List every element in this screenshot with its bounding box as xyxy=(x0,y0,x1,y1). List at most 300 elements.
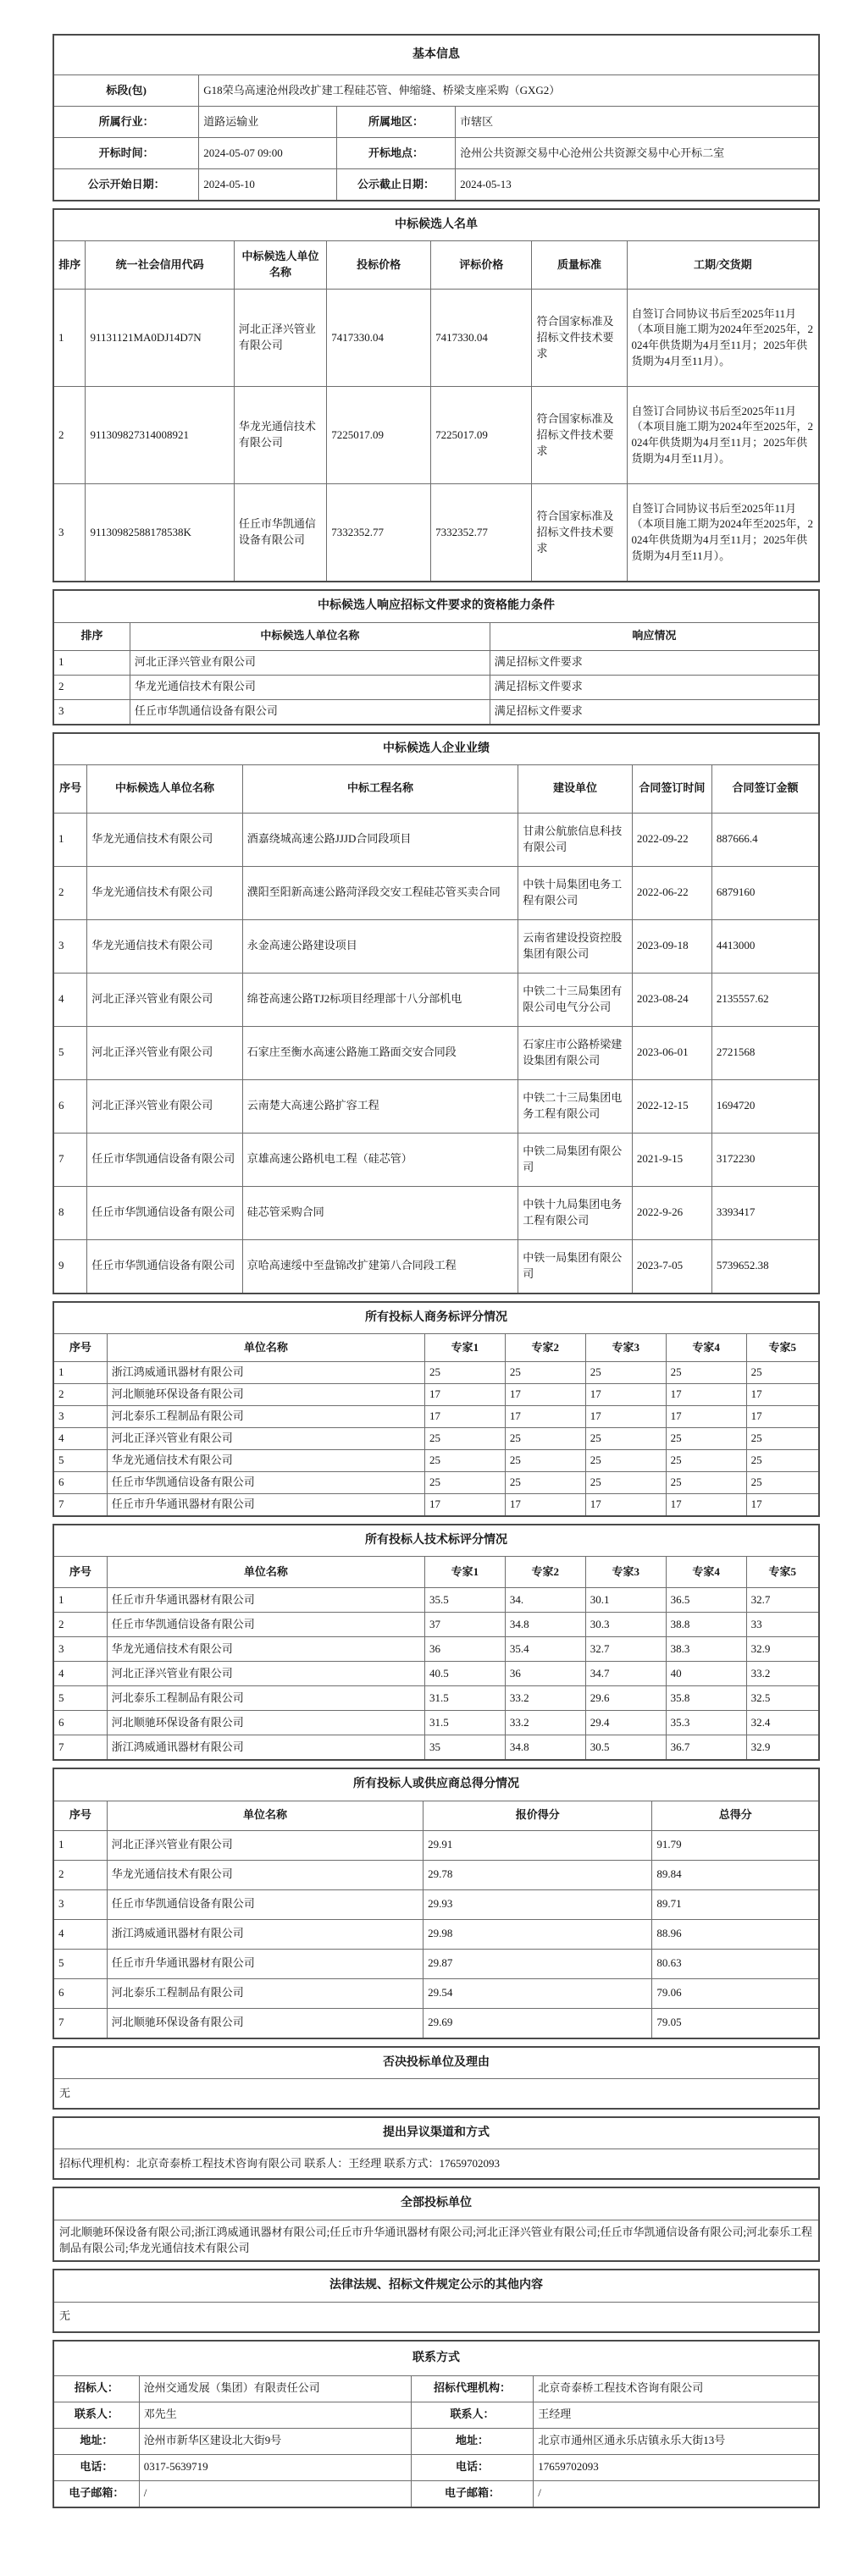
table-cell: 89.71 xyxy=(652,1889,819,1919)
table-body xyxy=(53,2270,819,2331)
table-cell: 任丘市升华通讯器材有限公司 xyxy=(107,1949,423,1978)
table-cell: 1 xyxy=(53,1830,107,1860)
column-header: 中标候选人单位名称 xyxy=(130,622,490,650)
table-cell: 79.06 xyxy=(652,1978,819,2008)
table-row xyxy=(53,675,819,699)
column-header: 单位名称 xyxy=(107,1557,424,1588)
table-cell: 3 xyxy=(53,1406,107,1428)
table-cell: 88.96 xyxy=(652,1919,819,1949)
table-row xyxy=(53,1186,819,1239)
column-header: 专家1 xyxy=(424,1334,505,1362)
table-cell: 29.69 xyxy=(424,2008,652,2038)
table-cell: 17 xyxy=(505,1406,585,1428)
table-cell: 中铁十局集团电务工程有限公司 xyxy=(518,866,633,919)
table-cell: 中铁二十三局集团电务工程有限公司 xyxy=(518,1079,633,1133)
table-cell: 河北正泽兴管业有限公司 xyxy=(107,1662,424,1686)
table-cell: 17 xyxy=(666,1494,746,1517)
table-cell: 石家庄至衡水高速公路施工路面交安合同段 xyxy=(242,1026,518,1079)
table-cell: 3 xyxy=(53,699,130,725)
table-cell: 中铁十九局集团电务工程有限公司 xyxy=(518,1186,633,1239)
table-cell: 2 xyxy=(53,387,86,484)
table-cell: 2 xyxy=(53,675,130,699)
table-cell: 2022-9-26 xyxy=(632,1186,711,1239)
section-title: 中标候选人名单 xyxy=(53,209,819,241)
table-cell: 7 xyxy=(53,1494,107,1517)
column-header: 排序 xyxy=(53,241,86,290)
table-cell: 17 xyxy=(666,1406,746,1428)
table-cell: 7 xyxy=(53,1735,107,1761)
table-cell: 35.5 xyxy=(424,1588,505,1613)
table-row xyxy=(53,1133,819,1186)
table-row xyxy=(53,2428,819,2454)
table-cell: 京雄高速公路机电工程（硅芯管） xyxy=(242,1133,518,1186)
table-cell: 市辖区 xyxy=(456,107,819,138)
column-header: 序号 xyxy=(53,1334,107,1362)
table-cell: 3 xyxy=(53,1637,107,1662)
table-row xyxy=(53,1735,819,1761)
column-header: 专家3 xyxy=(585,1334,666,1362)
header-row xyxy=(53,1334,819,1362)
header-row xyxy=(53,764,819,813)
section-title: 基本信息 xyxy=(53,35,819,75)
table-row xyxy=(53,1686,819,1711)
table-cell: 36.5 xyxy=(666,1588,746,1613)
table-cell: 29.91 xyxy=(424,1830,652,1860)
header-row xyxy=(53,1557,819,1588)
table-cell: 35 xyxy=(424,1735,505,1761)
table-row xyxy=(53,1613,819,1637)
table-cell: 0317-5639719 xyxy=(139,2454,411,2480)
table-cell: 3393417 xyxy=(711,1186,819,1239)
section-title-row xyxy=(53,2270,819,2302)
table-row xyxy=(53,2008,819,2038)
table-body xyxy=(53,2047,819,2109)
table-row xyxy=(53,866,819,919)
table-cell: 25 xyxy=(424,1428,505,1450)
table-cell: 自签订合同协议书后至2025年11月（本项目施工期为2024年至2025年，2024年供货期为4月至11月；2025年供货期为4月至11月）。 xyxy=(627,387,819,484)
table-cell: 2024-05-13 xyxy=(456,169,819,201)
column-header: 中标工程名称 xyxy=(242,764,518,813)
table-cell: 任丘市升华通讯器材有限公司 xyxy=(107,1588,424,1613)
table-cell: 7332352.77 xyxy=(327,484,431,582)
table-cell: 25 xyxy=(505,1472,585,1494)
column-header: 专家4 xyxy=(666,1557,746,1588)
field-label: 所属地区： xyxy=(336,107,455,138)
section-title-row xyxy=(53,733,819,765)
table-cell: 华龙光通信技术有限公司 xyxy=(107,1637,424,1662)
table-cell: 沧州公共资源交易中心沧州公共资源交易中心开标二室 xyxy=(456,138,819,169)
section-title-row xyxy=(53,2341,819,2376)
table-body xyxy=(53,2117,819,2179)
table-cell: 91.79 xyxy=(652,1830,819,1860)
table-cell: 25 xyxy=(505,1362,585,1384)
table-row xyxy=(53,2079,819,2110)
table-cell: 河北泰乐工程制品有限公司 xyxy=(107,1406,424,1428)
table-body xyxy=(53,35,819,75)
table-cell: 永金高速公路建设项目 xyxy=(242,919,518,973)
table-cell: 浙江鸿威通讯器材有限公司 xyxy=(107,1919,423,1949)
rejection-section xyxy=(53,2046,820,2110)
column-header: 单位名称 xyxy=(107,1334,424,1362)
table-cell: 25 xyxy=(505,1428,585,1450)
table-cell: 华龙光通信技术有限公司 xyxy=(107,1450,424,1472)
candidates-table xyxy=(53,208,820,582)
table-row xyxy=(53,2220,819,2261)
table-cell: 25 xyxy=(666,1428,746,1450)
table-row xyxy=(53,650,819,675)
table-cell: 河北泰乐工程制品有限公司 xyxy=(107,1978,423,2008)
table-cell: 25 xyxy=(424,1472,505,1494)
table-cell: 任丘市华凯通信设备有限公司 xyxy=(87,1186,243,1239)
table-cell: 17 xyxy=(505,1384,585,1406)
table-cell: 17 xyxy=(585,1406,666,1428)
table-cell: 17 xyxy=(424,1384,505,1406)
section-title: 所有投标人技术标评分情况 xyxy=(53,1525,819,1557)
table-row xyxy=(53,1384,819,1406)
table-body xyxy=(53,209,819,290)
table-cell: 绵苍高速公路TJ2标项目经理部十八分部机电 xyxy=(242,973,518,1026)
section-title-row xyxy=(53,590,819,622)
table-cell: 33.2 xyxy=(746,1662,819,1686)
table-cell: 3 xyxy=(53,484,86,582)
table-cell: 任丘市华凯通信设备有限公司 xyxy=(234,484,326,582)
table-cell: 2023-7-05 xyxy=(632,1239,711,1294)
table-cell: 30.1 xyxy=(585,1588,666,1613)
column-header: 报价得分 xyxy=(424,1801,652,1830)
table-cell: 北京市通州区通永乐店镇永乐大街13号 xyxy=(534,2428,819,2454)
table-body xyxy=(53,1362,819,1517)
table-cell: 任丘市华凯通信设备有限公司 xyxy=(107,1613,424,1637)
bid-announcement-document xyxy=(53,34,820,2508)
table-row xyxy=(53,2454,819,2480)
section-title: 全部投标单位 xyxy=(53,2187,819,2220)
table-cell: 80.63 xyxy=(652,1949,819,1978)
column-header: 序号 xyxy=(53,1557,107,1588)
table-cell: 29.93 xyxy=(424,1889,652,1919)
table-cell: 华龙光通信技术有限公司 xyxy=(234,387,326,484)
basic-info-table xyxy=(53,34,820,201)
table-cell: 9 xyxy=(53,1239,87,1294)
table-cell: 36.7 xyxy=(666,1735,746,1761)
column-header: 序号 xyxy=(53,1801,107,1830)
table-cell: 5 xyxy=(53,1026,87,1079)
table-cell: 任丘市华凯通信设备有限公司 xyxy=(107,1472,424,1494)
table-cell: 89.84 xyxy=(652,1860,819,1889)
table-cell: 29.6 xyxy=(585,1686,666,1711)
section-title: 中标候选人响应招标文件要求的资格能力条件 xyxy=(53,590,819,622)
table-row xyxy=(53,1026,819,1079)
table-cell: 38.3 xyxy=(666,1637,746,1662)
table-cell: 29.78 xyxy=(424,1860,652,1889)
table-cell: / xyxy=(534,2480,819,2507)
table-cell: 32.7 xyxy=(585,1637,666,1662)
table-row xyxy=(53,919,819,973)
table-cell: 25 xyxy=(585,1428,666,1450)
table-cell: 17 xyxy=(585,1494,666,1517)
table-cell: 华龙光通信技术有限公司 xyxy=(87,813,243,866)
table-cell: 25 xyxy=(585,1362,666,1384)
column-header: 工期/交货期 xyxy=(627,241,819,290)
table-cell: 91131121MA0DJ14D7N xyxy=(86,290,234,387)
table-body xyxy=(53,2375,819,2507)
column-header: 单位名称 xyxy=(107,1801,423,1830)
column-header: 专家4 xyxy=(666,1334,746,1362)
table-cell: 2721568 xyxy=(711,1026,819,1079)
table-body xyxy=(53,1830,819,2038)
table-row xyxy=(53,1450,819,1472)
field-label: 标段(包) xyxy=(53,75,199,107)
table-body xyxy=(53,590,819,650)
table-row xyxy=(53,2375,819,2402)
section-title: 提出异议渠道和方式 xyxy=(53,2117,819,2149)
table-row xyxy=(53,1978,819,2008)
table-row xyxy=(53,169,819,201)
section-title-row xyxy=(53,1525,819,1557)
table-cell: 王经理 xyxy=(534,2402,819,2428)
table-body xyxy=(53,1525,819,1588)
table-cell: 1 xyxy=(53,1362,107,1384)
column-header: 响应情况 xyxy=(490,622,819,650)
table-row xyxy=(53,1239,819,1294)
table-body xyxy=(53,650,819,725)
table-cell: 硅芯管采购合同 xyxy=(242,1186,518,1239)
section-title-row xyxy=(53,1302,819,1334)
table-cell: 36 xyxy=(424,1637,505,1662)
table-cell: 3172230 xyxy=(711,1133,819,1186)
table-row xyxy=(53,1637,819,1662)
table-cell: 任丘市华凯通信设备有限公司 xyxy=(107,1889,423,1919)
table-cell: 29.98 xyxy=(424,1919,652,1949)
table-cell: 河北正泽兴管业有限公司 xyxy=(87,1026,243,1079)
section-title-row xyxy=(53,35,819,75)
field-label: 联系人： xyxy=(53,2402,139,2428)
table-row xyxy=(53,699,819,725)
table-cell: 25 xyxy=(505,1450,585,1472)
table-cell: 浙江鸿威通讯器材有限公司 xyxy=(107,1362,424,1384)
table-cell: 7 xyxy=(53,1133,87,1186)
table-cell: 17 xyxy=(746,1384,819,1406)
section-title-row xyxy=(53,2047,819,2079)
table-cell: 25 xyxy=(666,1472,746,1494)
table-cell: 中铁二局集团有限公司 xyxy=(518,1133,633,1186)
table-cell: 任丘市升华通讯器材有限公司 xyxy=(107,1494,424,1517)
table-cell: 35.8 xyxy=(666,1686,746,1711)
table-cell: 5 xyxy=(53,1686,107,1711)
table-cell: 华龙光通信技术有限公司 xyxy=(87,919,243,973)
other-content-section xyxy=(53,2269,820,2332)
table-body xyxy=(53,1302,819,1362)
field-label: 电话： xyxy=(53,2454,139,2480)
section-title-row xyxy=(53,1768,819,1801)
field-label: 招标人： xyxy=(53,2375,139,2402)
table-cell: 河北顺驰环保设备有限公司 xyxy=(107,2008,423,2038)
table-cell: G18荣乌高速沧州段改扩建工程硅芯管、伸缩缝、桥梁支座采购（GXG2） xyxy=(199,75,819,107)
column-header: 专家2 xyxy=(505,1557,585,1588)
table-cell: 2024-05-10 xyxy=(199,169,337,201)
table-body xyxy=(53,2341,819,2376)
table-cell: 6879160 xyxy=(711,866,819,919)
table-row xyxy=(53,1889,819,1919)
table-row xyxy=(53,1406,819,1428)
table-cell: 7417330.04 xyxy=(327,290,431,387)
column-header: 中标候选人单位名称 xyxy=(87,764,243,813)
objection-section xyxy=(53,2116,820,2180)
header-row xyxy=(53,1801,819,1830)
table-cell: 30.5 xyxy=(585,1735,666,1761)
table-cell: 满足招标文件要求 xyxy=(490,675,819,699)
section-title-row xyxy=(53,2187,819,2220)
table-cell: 7332352.77 xyxy=(431,484,532,582)
table-cell: 32.5 xyxy=(746,1686,819,1711)
table-cell: 道路运输业 xyxy=(199,107,337,138)
table-cell: 4413000 xyxy=(711,919,819,973)
table-cell: 34.8 xyxy=(505,1735,585,1761)
column-header: 序号 xyxy=(53,764,87,813)
column-header: 专家2 xyxy=(505,1334,585,1362)
table-cell: 满足招标文件要求 xyxy=(490,699,819,725)
table-cell: 京哈高速绥中至盘锦改扩建第八合同段工程 xyxy=(242,1239,518,1294)
table-cell: 北京奇泰桥工程技术咨询有限公司 xyxy=(534,2375,819,2402)
all-bidders-section xyxy=(53,2187,820,2262)
table-cell: 7225017.09 xyxy=(327,387,431,484)
table-row xyxy=(53,1919,819,1949)
table-cell: 17 xyxy=(424,1494,505,1517)
field-label: 公示开始日期： xyxy=(53,169,199,201)
table-row xyxy=(53,973,819,1026)
table-cell: 1694720 xyxy=(711,1079,819,1133)
table-cell: 35.3 xyxy=(666,1711,746,1735)
table-cell: 31.5 xyxy=(424,1711,505,1735)
table-cell: 8 xyxy=(53,1186,87,1239)
table-row xyxy=(53,484,819,582)
table-cell: 4 xyxy=(53,1428,107,1450)
table-cell: 7 xyxy=(53,2008,107,2038)
field-label: 电子邮箱： xyxy=(53,2480,139,2507)
table-cell: 35.4 xyxy=(505,1637,585,1662)
field-label: 联系人： xyxy=(411,2402,534,2428)
table-cell: 37 xyxy=(424,1613,505,1637)
table-cell: 任丘市华凯通信设备有限公司 xyxy=(87,1239,243,1294)
table-cell: 云南省建设投资控股集团有限公司 xyxy=(518,919,633,973)
table-cell: 河北正泽兴管业有限公司 xyxy=(87,973,243,1026)
table-cell: 河北顺驰环保设备有限公司 xyxy=(107,1384,424,1406)
table-cell: 浙江鸿威通讯器材有限公司 xyxy=(107,1735,424,1761)
table-cell: 17 xyxy=(505,1494,585,1517)
table-cell: 25 xyxy=(424,1362,505,1384)
section-title: 法律法规、招标文件规定公示的其他内容 xyxy=(53,2270,819,2302)
column-header: 总得分 xyxy=(652,1801,819,1830)
table-cell: 3 xyxy=(53,1889,107,1919)
table-cell: 2023-08-24 xyxy=(632,973,711,1026)
table-row xyxy=(53,138,819,169)
table-row xyxy=(53,1830,819,1860)
column-header: 评标价格 xyxy=(431,241,532,290)
column-header: 投标价格 xyxy=(327,241,431,290)
table-body xyxy=(53,1768,819,1830)
table-cell: 华龙光通信技术有限公司 xyxy=(87,866,243,919)
table-cell: 17 xyxy=(585,1384,666,1406)
table-cell: 32.9 xyxy=(746,1735,819,1761)
column-header: 统一社会信用代码 xyxy=(86,241,234,290)
section-title: 所有投标人或供应商总得分情况 xyxy=(53,1768,819,1801)
table-row xyxy=(53,1362,819,1384)
table-cell: 满足招标文件要求 xyxy=(490,650,819,675)
field-label: 公示截止日期： xyxy=(336,169,455,201)
table-cell: 6 xyxy=(53,1472,107,1494)
column-header: 排序 xyxy=(53,622,130,650)
table-cell: 2023-09-18 xyxy=(632,919,711,973)
table-cell: 29.87 xyxy=(424,1949,652,1978)
table-cell: 华龙光通信技术有限公司 xyxy=(130,675,490,699)
table-cell: 河北顺驰环保设备有限公司 xyxy=(107,1711,424,1735)
table-row xyxy=(53,813,819,866)
section-content: 无 xyxy=(53,2302,819,2332)
table-cell: 17 xyxy=(424,1406,505,1428)
table-cell: 6 xyxy=(53,1079,87,1133)
table-cell: 34.7 xyxy=(585,1662,666,1686)
table-row xyxy=(53,1860,819,1889)
table-cell: 33 xyxy=(746,1613,819,1637)
section-content: 河北顺驰环保设备有限公司;浙江鸿威通讯器材有限公司;任丘市升华通讯器材有限公司;河北正泽兴管业有限公司;任丘市华凯通信设备有限公司;河北泰乐工程制品有限公司;华龙光通信技术有限公司 xyxy=(53,2220,819,2261)
table-cell: 34.8 xyxy=(505,1613,585,1637)
qualification-table xyxy=(53,589,820,725)
table-cell: 河北正泽兴管业有限公司 xyxy=(234,290,326,387)
table-cell: 25 xyxy=(585,1450,666,1472)
field-label: 电话： xyxy=(411,2454,534,2480)
table-cell: 6 xyxy=(53,1978,107,2008)
column-header: 合同签订时间 xyxy=(632,764,711,813)
table-cell: 5739652.38 xyxy=(711,1239,819,1294)
section-title: 否决投标单位及理由 xyxy=(53,2047,819,2079)
table-cell: 25 xyxy=(666,1362,746,1384)
table-body xyxy=(53,290,819,582)
table-cell: 25 xyxy=(666,1450,746,1472)
header-row xyxy=(53,241,819,290)
table-cell: 中铁一局集团有限公司 xyxy=(518,1239,633,1294)
table-cell: 25 xyxy=(585,1472,666,1494)
table-row xyxy=(53,2149,819,2180)
table-cell: 91130982588178538K xyxy=(86,484,234,582)
table-cell: 17 xyxy=(666,1384,746,1406)
table-cell: 17 xyxy=(746,1494,819,1517)
table-row xyxy=(53,1428,819,1450)
table-body xyxy=(53,1588,819,1761)
table-row xyxy=(53,107,819,138)
table-cell: 40.5 xyxy=(424,1662,505,1686)
table-cell: 25 xyxy=(746,1428,819,1450)
table-cell: 2 xyxy=(53,866,87,919)
table-row xyxy=(53,2402,819,2428)
header-row xyxy=(53,622,819,650)
table-cell: 任丘市华凯通信设备有限公司 xyxy=(87,1133,243,1186)
table-row xyxy=(53,2480,819,2507)
table-row xyxy=(53,1494,819,1517)
column-header: 专家5 xyxy=(746,1334,819,1362)
table-cell: 33.2 xyxy=(505,1711,585,1735)
section-content: 无 xyxy=(53,2079,819,2110)
table-cell: 17 xyxy=(746,1406,819,1428)
table-row xyxy=(53,1949,819,1978)
table-cell: 沧州交通发展（集团）有限责任公司 xyxy=(139,2375,411,2402)
section-title: 所有投标人商务标评分情况 xyxy=(53,1302,819,1334)
table-cell: 25 xyxy=(746,1472,819,1494)
table-cell: 酒嘉绕城高速公路JJJD合同段项目 xyxy=(242,813,518,866)
table-cell: 2 xyxy=(53,1384,107,1406)
field-label: 地址： xyxy=(53,2428,139,2454)
table-cell: / xyxy=(139,2480,411,2507)
table-body xyxy=(53,813,819,1294)
table-cell: 1 xyxy=(53,1588,107,1613)
